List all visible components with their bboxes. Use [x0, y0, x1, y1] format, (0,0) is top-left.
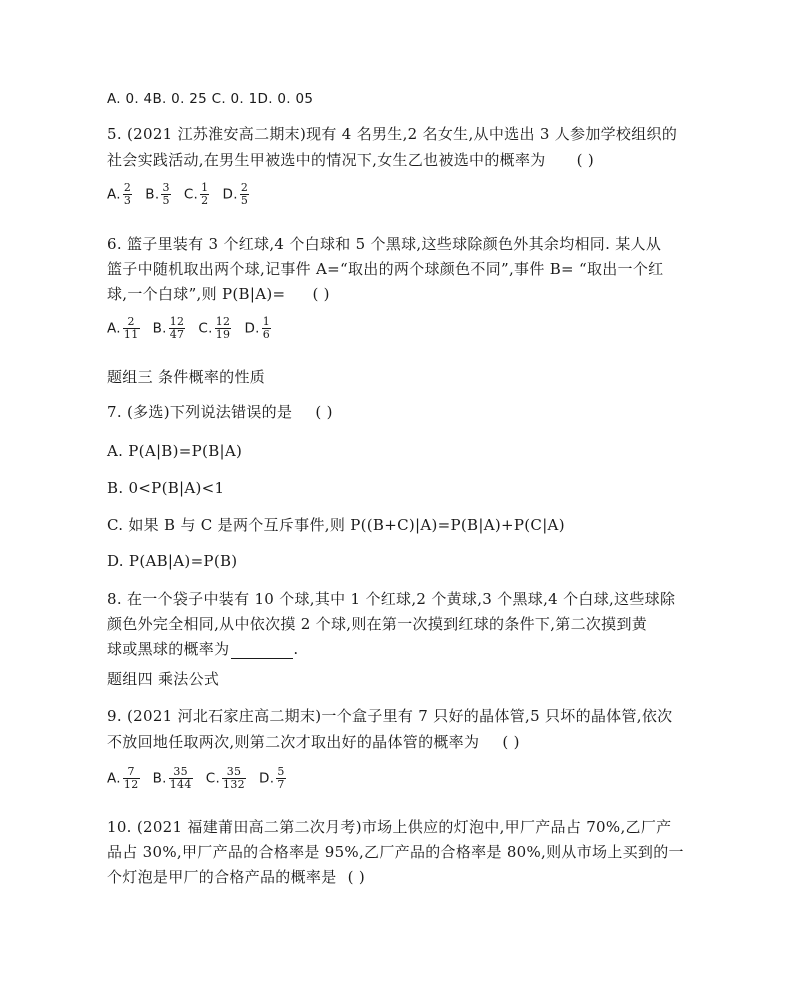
- q5-answer-paren: ( ): [576, 151, 594, 169]
- q10-answer-paren: ( ): [347, 868, 365, 886]
- q8-line-3: [107, 639, 298, 659]
- q6-line-1: 6. 篮子里装有 3 个红球,4 个白球和 5 个黑球,这些球除颜色外其余均相同. 某人从: [107, 235, 662, 253]
- q9-line-2: [107, 732, 520, 752]
- q6-option-a: A. $\frac{2}{11}$: [107, 315, 139, 341]
- q5-stem: 社会实践活动,在男生甲被选中的情况下,女生乙也被选中的概率为: [107, 151, 546, 169]
- q6-answer-paren: ( ): [312, 285, 330, 303]
- q7-option-a: A. P(A|B)=P(B|A): [107, 442, 243, 460]
- q7-answer-paren: ( ): [315, 403, 333, 421]
- q10-line-3: [107, 867, 365, 887]
- q9-option-d: D. $\frac{5}{7}$: [259, 765, 285, 791]
- q5-option-c: C. $\frac{1}{2}$: [183, 181, 209, 207]
- q4-options: A. 0. 4B. 0. 25 C. 0. 1D. 0. 05: [107, 91, 314, 107]
- q7-stem: 7. (多选)下列说法错误的是: [107, 403, 293, 421]
- q5-option-d: D. $\frac{2}{5}$: [222, 181, 249, 207]
- q10-line-1: 10. (2021 福建莆田高二第二次月考)市场上供应的灯泡中,甲厂产品占 70%,乙厂产: [107, 818, 672, 836]
- q9-option-a: A. $\frac{7}{12}$: [107, 765, 139, 791]
- q8-period: .: [293, 640, 299, 658]
- q5-options: [107, 182, 257, 207]
- q10-stem: 个灯泡是甲厂的合格产品的概率是: [107, 868, 337, 886]
- q9-line-1: 9. (2021 河北石家庄高二期末)一个盒子里有 7 只好的晶体管,5 只坏的晶体管,依次: [107, 707, 673, 725]
- q8-answer-blank[interactable]: [231, 642, 293, 659]
- q9-answer-paren: ( ): [502, 733, 520, 751]
- q8-line-2: 颜色外完全相同,从中依次摸 2 个球,则在第一次摸到红球的条件下,第二次摸到黄: [107, 615, 648, 633]
- q8-line-1: 8. 在一个袋子中装有 10 个球,其中 1 个红球,2 个黄球,3 个黑球,4 个白球,这些球除: [107, 590, 676, 608]
- q9-option-c: C. $\frac{35}{132}$: [205, 765, 245, 791]
- q9-option-b: B. $\frac{35}{144}$: [152, 765, 192, 791]
- q5-option-b: B. $\frac{3}{5}$: [145, 181, 170, 207]
- q7-option-d: D. P(AB|A)=P(B): [107, 552, 238, 570]
- q7-option-b: B. 0<P(B|A)<1: [107, 479, 225, 497]
- q6-option-c: C. $\frac{12}{19}$: [198, 315, 231, 341]
- q9-stem: 不放回地任取两次,则第二次才取出好的晶体管的概率为: [107, 733, 480, 751]
- q7-option-c: C. 如果 B 与 C 是两个互斥事件,则 P((B+C)|A)=P(B|A)+P(C|A): [107, 516, 565, 534]
- q6-option-b: B. $\frac{12}{47}$: [152, 315, 185, 341]
- q5-option-a: A. $\frac{2}{3}$: [107, 181, 132, 207]
- q6-line-2: 篮子中随机取出两个球,记事件 A=“取出的两个球颜色不同”,事件 B= “取出一个红: [107, 260, 664, 278]
- q6-stem: 球,一个白球”,则 P(B|A)=: [107, 285, 286, 303]
- q5-line-1: 5. (2021 江苏淮安高二期末)现有 4 名男生,2 名女生,从中选出 3 人参加学校组织的: [107, 125, 678, 143]
- q6-line-3: [107, 284, 330, 304]
- section-heading-group-4: 题组四 乘法公式: [107, 670, 220, 688]
- q6-options: [107, 316, 279, 341]
- q8-stem: 球或黑球的概率为: [107, 640, 230, 658]
- q6-option-d: D. $\frac{1}{6}$: [244, 315, 271, 341]
- q9-options: [107, 766, 294, 791]
- section-heading-group-3: 题组三 条件概率的性质: [107, 368, 266, 386]
- q5-line-2: [107, 150, 594, 170]
- q10-line-2: 品占 30%,甲厂产品的合格率是 95%,乙厂产品的合格率是 80%,则从市场上买到的一: [107, 843, 684, 861]
- q7-stem-line: [107, 402, 333, 422]
